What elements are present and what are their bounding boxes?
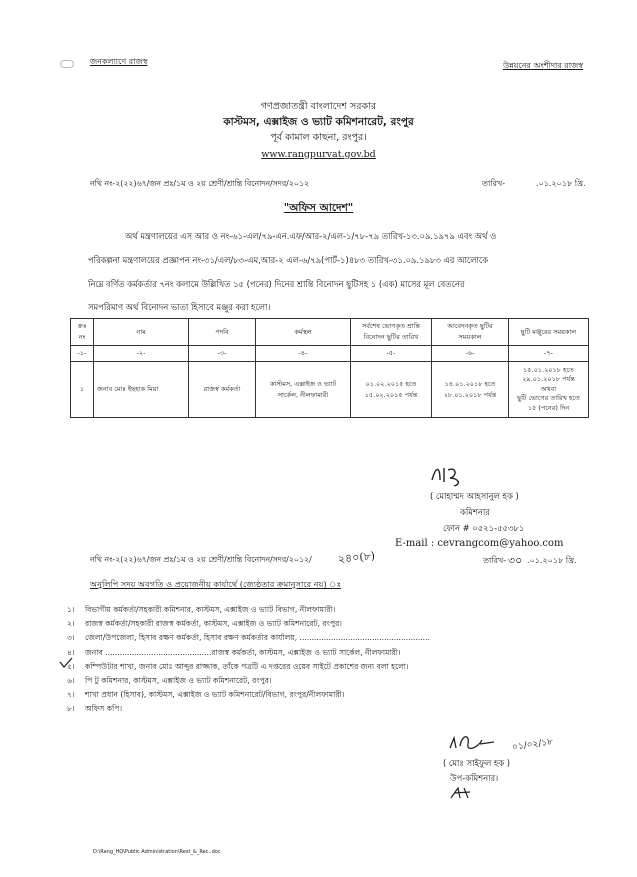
commissioner-name: ( মোহাম্মদ আহসানুল হক )	[430, 491, 519, 501]
col-num-7: -৭-	[509, 346, 589, 362]
cell-serial: ১	[71, 362, 94, 418]
commissioner-phone: ফোন # ০৫২১-৫৫৩৮১	[443, 523, 525, 533]
cc-text-2: রাজস্ব কর্মকর্তা/সহকারী রাজস্ব কর্মকর্তা, কাস্টমস, এক্সাইজ ও ভ্যাট কমিশনারেট, রংপুর।	[85, 619, 342, 628]
cc-text-6: পি টু কমিশনার, কাস্টমস, এক্সাইজ ও ভ্যাট কমিশনারেট, রংপুর।	[85, 676, 272, 685]
leave-table	[70, 318, 589, 418]
body-line-3: নিম্নে বর্ণিত কর্মকর্তার ৭নং কলামে উল্লিখিত ১৫ (পনের) দিনের শ্রান্তি বিনোদন ছুটিসহ ১ (এক) মাসের মূল বেতনের	[88, 279, 465, 289]
body-line-4: সমপরিমাণ অর্থ বিনোদন ভাতা হিসাবে মঞ্জুর করা হলো।	[88, 302, 271, 312]
table-header-row	[71, 319, 589, 346]
memo-date-label: তারিখ-	[483, 556, 507, 565]
government-name: গণপ্রজাতন্ত্রী বাংলাদেশ সরকার	[260, 101, 377, 112]
cell-last-leave: ০১.০২.২০১৫ হতে ১৫.০২.২০১৫ পর্যন্ত	[351, 362, 432, 418]
granted-line-4: ছুটি ভোগের তারিখ হতে	[517, 394, 580, 403]
initials-mark-icon	[448, 786, 474, 800]
cc-item-3	[67, 632, 430, 645]
cc-num-2: ২।	[67, 619, 75, 628]
col-num-6: -৬-	[432, 346, 509, 362]
deputy-name: ( মোঃ সাইফুল হক )	[443, 758, 511, 768]
memo-date-value: .০১.২০১৮ খ্রি.	[527, 556, 577, 565]
cc-text-7: শাখা প্রধান (হিসাব), কাস্টমস, এক্সাইজ ও ভ্যাট কমিশনারেট/বিভাগ, রংপুর/নীলফামারী।	[85, 690, 345, 699]
cc-text-3: জেলা/উপজেলা, হিসাব রক্ষণ কর্মকর্তা, হিসাব রক্ষণ কর্মকর্তার কার্যালয়, ......................................................	[85, 633, 430, 642]
cc-text-8: অফিস কপি।	[85, 704, 123, 713]
granted-line-3: অথবা	[540, 384, 557, 393]
website-link[interactable]: www.rangpurvat.gov.bd	[261, 149, 376, 160]
table-column-number-row	[71, 346, 589, 362]
cc-num-7: ৭।	[67, 690, 75, 699]
date-value: .০১.২০১৮ খ্রি.	[536, 179, 586, 188]
cc-item-5	[67, 661, 409, 674]
cc-num-5: ৫।	[67, 662, 75, 671]
cc-num-3: ৩।	[67, 633, 75, 642]
col-num-4: -৪-	[256, 346, 351, 362]
header-designation: পদবি	[189, 319, 256, 346]
granted-line-5: ১৫ (পনের) দিন	[527, 403, 570, 412]
cc-num-8: ৮।	[67, 704, 75, 713]
commissioner-email[interactable]: E-mail : cevrangcom@yahoo.com	[395, 538, 564, 549]
cc-item-6	[67, 675, 272, 688]
body-line-1: অর্থ মন্ত্রণালয়ের এস আর ও নং-৬১-এল/৭৯-এন.এফ/আর-২/এল-১/৭৮-৭৯ তারিখ-১৩.০৯.১৯৭৯ এবং অর্থ ও	[125, 231, 497, 241]
commissioner-signature-icon	[428, 462, 468, 488]
cc-text-4: জনাব ............................................রাজস্ব কর্মকর্তা, কাস্টমস, এক্সাইজ ও ভ্যাট সার্কেল, নীলফামারী।	[85, 648, 401, 657]
punch-hole-mark	[60, 60, 74, 68]
handwritten-sign-date: ০১/০২/১৮	[511, 737, 554, 753]
cc-item-8	[67, 703, 123, 716]
body-line-2: পরিকল্পনা মন্ত্রণালয়ের প্রজ্ঞাপন নং-৩১/এল/৮৩-এম,আর-২ এল-৬/৭৯(পার্ট-১)৪৮৩ তারিখ-৩১.০৯.১৯৮৩ এর আলোকে	[88, 255, 489, 265]
cc-item-4	[67, 647, 401, 660]
cell-designation: রাজস্ব কর্মকর্তা	[189, 362, 256, 418]
order-title: "অফিস আদেশ"	[283, 202, 354, 214]
cell-workplace: কাস্টমস, এক্সাইজ ও ভ্যাট সার্কেল, নীলফামারী	[256, 362, 351, 418]
commissioner-designation: কমিশনার	[460, 507, 490, 517]
cc-heading: অনুলিপি সদয় অবগতি ও প্রয়োজনীয় কার্যার্থে (জ্যেষ্ঠতার ক্রমানুসারে নয়) ঃ	[90, 579, 341, 589]
header-granted: ছুটি মঞ্জুরের সময়কাল	[509, 319, 589, 346]
handwritten-tick-icon	[58, 656, 74, 670]
cell-granted	[509, 362, 589, 418]
right-slogan: উন্নয়নের অংশীদার রাজস্ব	[503, 61, 584, 70]
handwritten-memo-date: ৩০	[508, 554, 523, 567]
cell-applied: ১৪.০১.২০১৮ হতে ২৮.০১.২০১৮ পর্যন্ত	[432, 362, 509, 418]
granted-line-2: ২৯.০১.২০১৮ পর্যন্ত	[522, 375, 575, 384]
cc-item-1	[67, 604, 336, 617]
deputy-signature-icon	[448, 730, 498, 754]
office-name: কাস্টমস, এক্সাইজ ও ভ্যাট কমিশনারেট, রংপুর	[223, 116, 414, 128]
col-num-2: -২-	[94, 346, 189, 362]
col-num-5: -৫-	[351, 346, 432, 362]
deputy-designation: উপ-কমিশনার।	[450, 773, 499, 783]
memo-file-number: নথি নং-২(২২)৬৭/জন প্রঃ/১ম ও ২য় শ্রেণী/শ্রান্তি বিনোদন/সদর/২০১২/	[90, 555, 312, 564]
header-applied: আবেদনকৃত ছুটির সময়কাল	[432, 319, 509, 346]
file-path-footer: D:\Rang_HQ\Public Administration\Rest_&_Rec..doc	[93, 849, 221, 855]
office-address: পূর্ব কামাল কাছনা, রংপুর।	[270, 132, 367, 143]
cc-text-1: বিভাগীয় কর্মকর্তা/সহকারী কমিশনার, কাস্টমস, এক্সাইজ ও ভ্যাট বিভাগ, নীলফামারী।	[85, 605, 336, 614]
handwritten-memo-number: ২৪০(৮)	[337, 549, 376, 566]
granted-line-1: ১৫.০১.২০১৮ হতে	[523, 365, 574, 374]
col-num-1: -১-	[71, 346, 94, 362]
cell-name: জনাব মোঃ ইছহাক মিয়া	[94, 362, 189, 418]
header-last-leave: সর্বশেষ ভোগকৃত শ্রান্তি বিনোদন ছুটির তারিখ	[351, 319, 432, 346]
date-label: তারিখ-	[482, 179, 506, 188]
table-row	[71, 362, 589, 418]
cc-num-1: ১।	[67, 605, 75, 614]
col-num-3: -৩-	[189, 346, 256, 362]
cc-text-5: কম্পিউটার শাখা, জনাব মোঃ আব্দুর রাজ্জাক, তাঁকে পত্রটি এ দপ্তরের ওয়েব সাইটে প্রকাশের জন্য বলা হলো।	[85, 662, 409, 671]
cc-num-4: ৪।	[67, 648, 75, 657]
header-name: নাম	[94, 319, 189, 346]
header-serial: ক্রঃ নং	[71, 319, 94, 346]
left-slogan: জনকল্যাণে রাজস্ব	[90, 57, 148, 66]
cc-num-6: ৬।	[67, 676, 75, 685]
file-number: নথি নং-২(২২)৬৭/জন প্রঃ/১ম ও ২য় শ্রেণী/শ্রান্তি বিনোদন/সদর/২০১২	[90, 179, 310, 188]
header-workplace: কর্মস্থল	[256, 319, 351, 346]
cc-item-2	[67, 618, 342, 631]
cc-item-7	[67, 689, 345, 702]
